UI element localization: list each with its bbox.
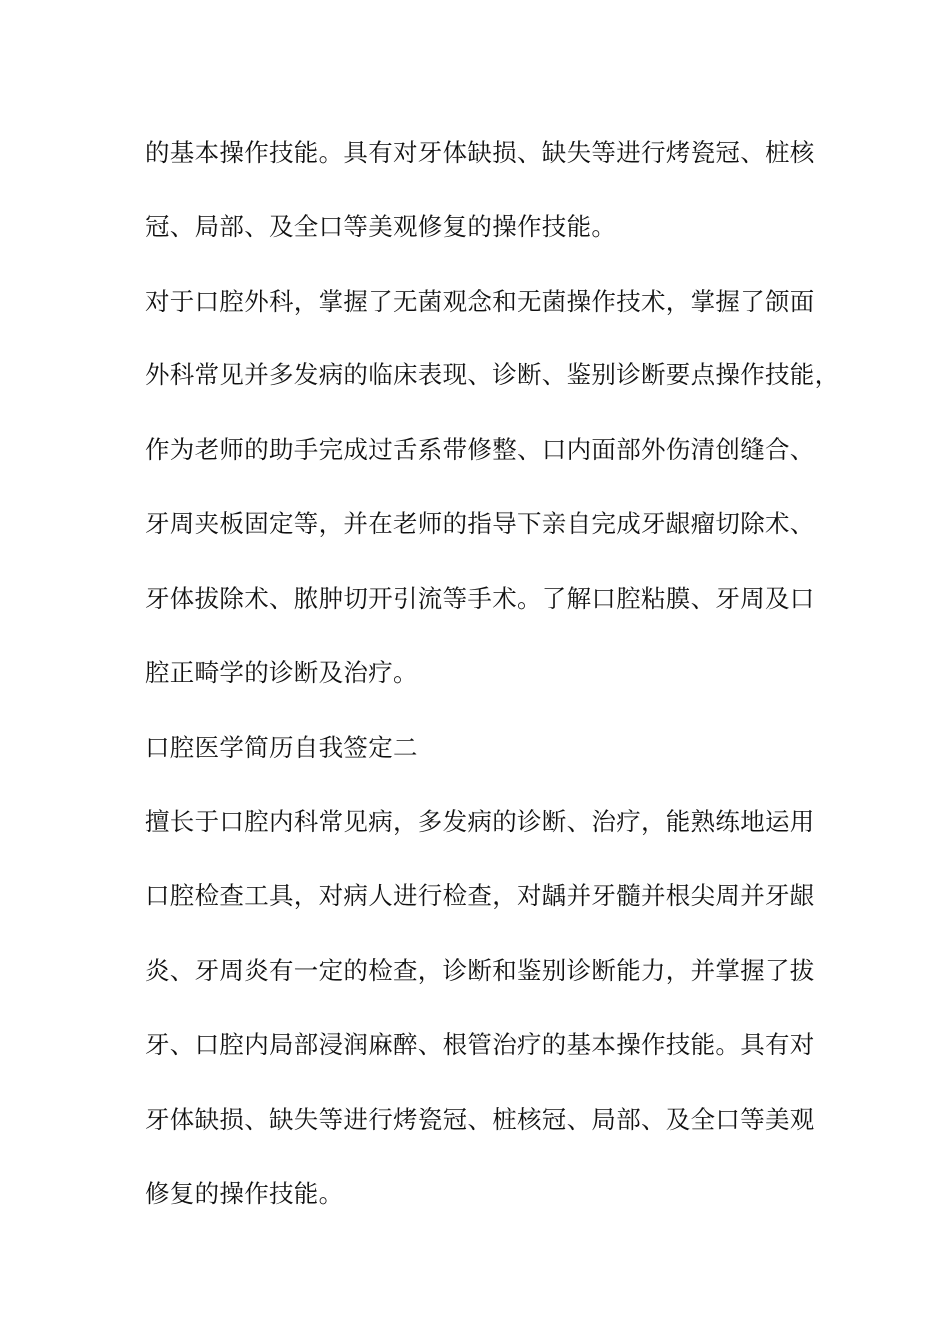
text-line: 的基本操作技能。具有对牙体缺损、缺失等进行烤瓷冠、桩核 [145,138,815,167]
text-line: 冠、局部、及全口等美观修复的操作技能。 [145,212,617,241]
text-line: 修复的操作技能。 [145,1179,344,1208]
text-line: 牙、口腔内局部浸润麻醉、根管治疗的基本操作技能。具有对 [145,1030,815,1059]
text-line: 对于口腔外科，掌握了无菌观念和无菌操作技术，掌握了颌面 [145,287,815,316]
text-line: 腔正畸学的诊断及治疗。 [145,658,418,687]
text-line: 外科常见并多发病的临床表现、诊断、鉴别诊断要点操作技能， [145,360,840,389]
text-line: 牙周夹板固定等，并在老师的指导下亲自完成牙龈瘤切除术、 [145,509,815,538]
text-line: 作为老师的助手完成过舌系带修整、口内面部外伤清创缝合、 [145,435,815,464]
text-line: 擅长于口腔内科常见病，多发病的诊断、治疗，能熟练地运用 [145,807,815,836]
text-line: 炎、牙周炎有一定的检查，诊断和鉴别诊断能力，并掌握了拔 [145,956,815,985]
text-line: 口腔检查工具，对病人进行检查，对龋并牙髓并根尖周并牙龈 [145,881,815,910]
text-line: 牙体拔除术、脓肿切开引流等手术。了解口腔粘膜、牙周及口 [145,584,815,613]
text-line: 牙体缺损、缺失等进行烤瓷冠、桩核冠、局部、及全口等美观 [145,1105,815,1134]
section-heading: 口腔医学简历自我签定二 [145,733,418,762]
